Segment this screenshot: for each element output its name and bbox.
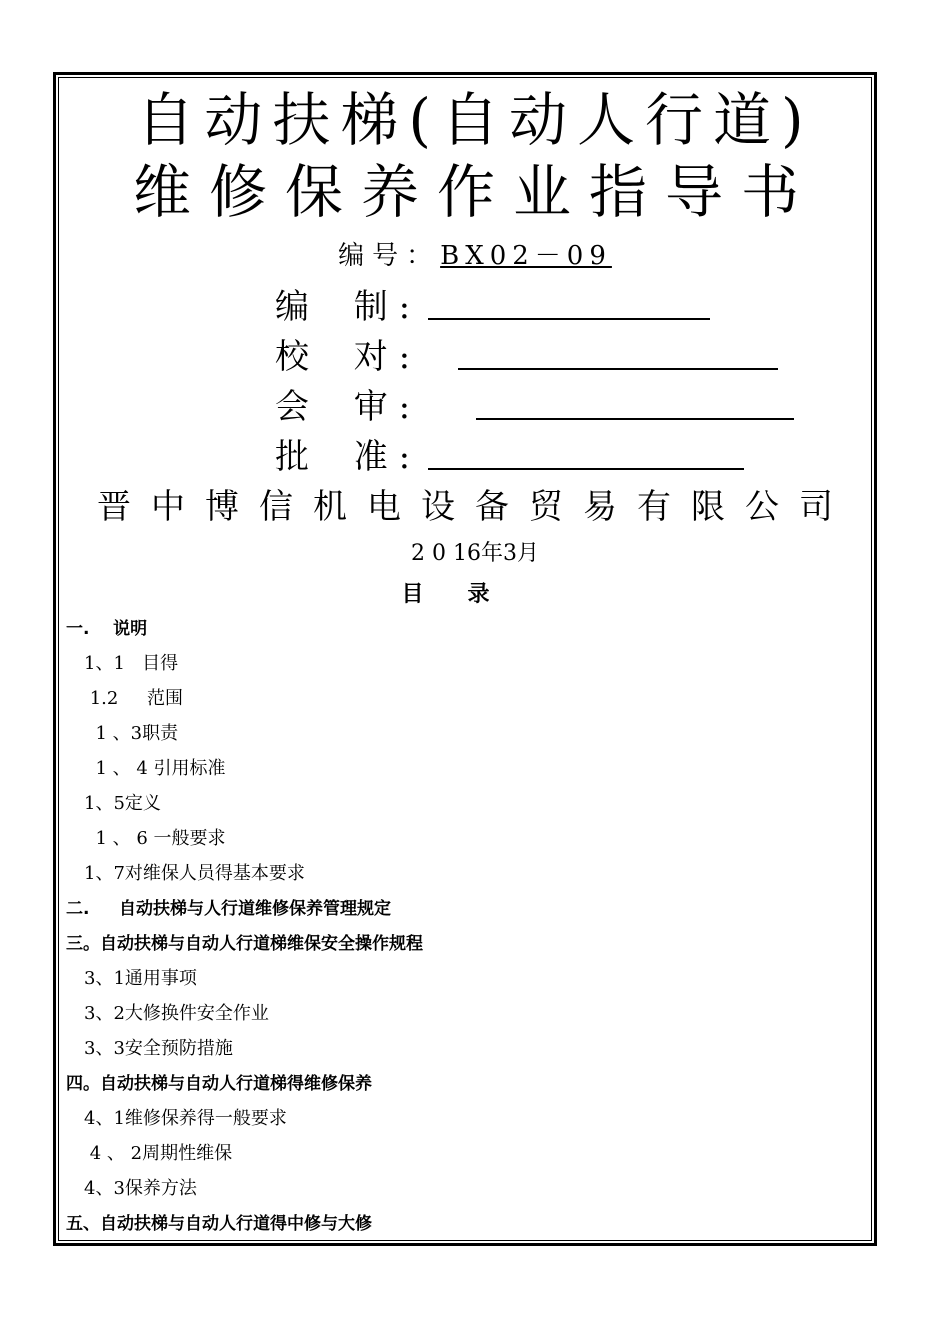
- review-field: [275, 382, 410, 432]
- compile-label: 编 制 :: [275, 287, 411, 327]
- toc-subsection: 1 、3职责: [84, 723, 179, 744]
- proof-label: 校 对 :: [275, 337, 411, 377]
- approve-signature-line: [428, 468, 744, 470]
- toc-section: 二. 自动扶梯与人行道维修保养管理规定: [66, 899, 392, 919]
- document-code: [0, 236, 950, 276]
- compile-field: [275, 282, 410, 332]
- document-code-value: BX02－09: [440, 241, 612, 271]
- toc-subsection: 4 、 2周期性维保: [84, 1143, 233, 1164]
- toc-section: 四。自动扶梯与自动人行道梯得维修保养: [66, 1074, 372, 1094]
- toc-subsection: 1、7对维保人员得基本要求: [84, 863, 305, 884]
- approve-field: [275, 432, 410, 482]
- proof-field: [275, 332, 410, 382]
- toc-subsection: 1、5定义: [84, 793, 161, 814]
- toc-subsection: 3、3安全预防措施: [84, 1038, 233, 1059]
- toc-heading: 目录: [401, 581, 534, 607]
- toc-subsection: 4、3保养方法: [84, 1178, 197, 1199]
- document-title-line2: 维修保养作业指导书: [132, 158, 817, 226]
- toc-subsection: 1 、 4 引用标准: [84, 758, 226, 779]
- table-of-contents: [66, 614, 866, 1244]
- review-signature-line: [476, 418, 794, 420]
- approve-label: 批 准 :: [275, 437, 411, 477]
- toc-section: 一. 说明: [66, 619, 148, 639]
- toc-subsection: 1.2 范围: [84, 688, 183, 709]
- toc-section: 三。自动扶梯与自动人行道梯维保安全操作规程: [66, 934, 423, 954]
- issue-date: 2 0 16年3月: [411, 541, 539, 566]
- toc-subsection: 4、1维修保养得一般要求: [84, 1108, 287, 1129]
- compile-signature-line: [428, 318, 710, 320]
- toc-section: 五、自动扶梯与自动人行道得中修与大修: [66, 1214, 372, 1234]
- toc-subsection: 3、2大修换件安全作业: [84, 1003, 269, 1024]
- document-title-line1: 自动扶梯(自动人行道): [136, 86, 814, 154]
- proof-signature-line: [458, 368, 778, 370]
- review-label: 会 审 :: [275, 387, 411, 427]
- toc-subsection: 3、1通用事项: [84, 968, 197, 989]
- company-name: 晋中博信机电设备贸易有限公司: [97, 487, 853, 527]
- toc-subsection: 1、1 目得: [84, 653, 179, 674]
- toc-subsection: 1 、 6 一般要求: [84, 828, 226, 849]
- document-code-label: 编号：: [338, 241, 441, 271]
